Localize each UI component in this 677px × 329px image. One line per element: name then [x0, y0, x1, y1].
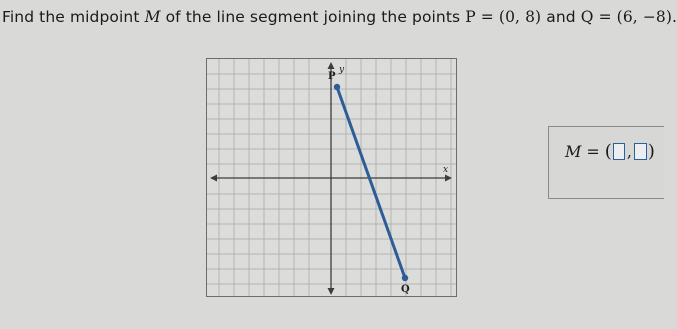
- open-paren: (: [604, 141, 612, 162]
- graph-svg: [207, 59, 456, 296]
- midpoint-y-input[interactable]: [634, 143, 647, 160]
- point-q-expression: Q = (6, −8).: [580, 8, 677, 26]
- midpoint-answer-row: [565, 141, 655, 162]
- midpoint-variable: M: [144, 8, 161, 26]
- point-p-expression: P = (0, 8): [465, 8, 542, 26]
- point-q-label: Q: [401, 284, 410, 295]
- question-text: [2, 8, 677, 26]
- equals-sign: =: [586, 142, 600, 161]
- y-axis-label: y: [339, 65, 345, 75]
- close-paren: ): [647, 141, 655, 162]
- point-p-label: P: [328, 71, 336, 82]
- question-connector: and: [546, 8, 576, 26]
- question-prefix: Find the midpoint: [2, 8, 140, 26]
- y-axis-top-arrow: [328, 62, 335, 69]
- segment-pq: [337, 87, 405, 278]
- midpoint-x-input[interactable]: [613, 143, 625, 160]
- point-p: [334, 84, 340, 90]
- comma-separator: ,: [626, 142, 632, 161]
- answer-box: [548, 126, 664, 199]
- point-q: [402, 275, 408, 281]
- coordinate-graph: [206, 58, 457, 297]
- x-axis-label: x: [443, 165, 449, 175]
- answer-variable: M: [565, 142, 582, 161]
- x-axis-left-arrow: [210, 175, 217, 182]
- question-middle: of the line segment joining the points: [165, 8, 461, 26]
- y-axis-bottom-arrow: [328, 288, 335, 295]
